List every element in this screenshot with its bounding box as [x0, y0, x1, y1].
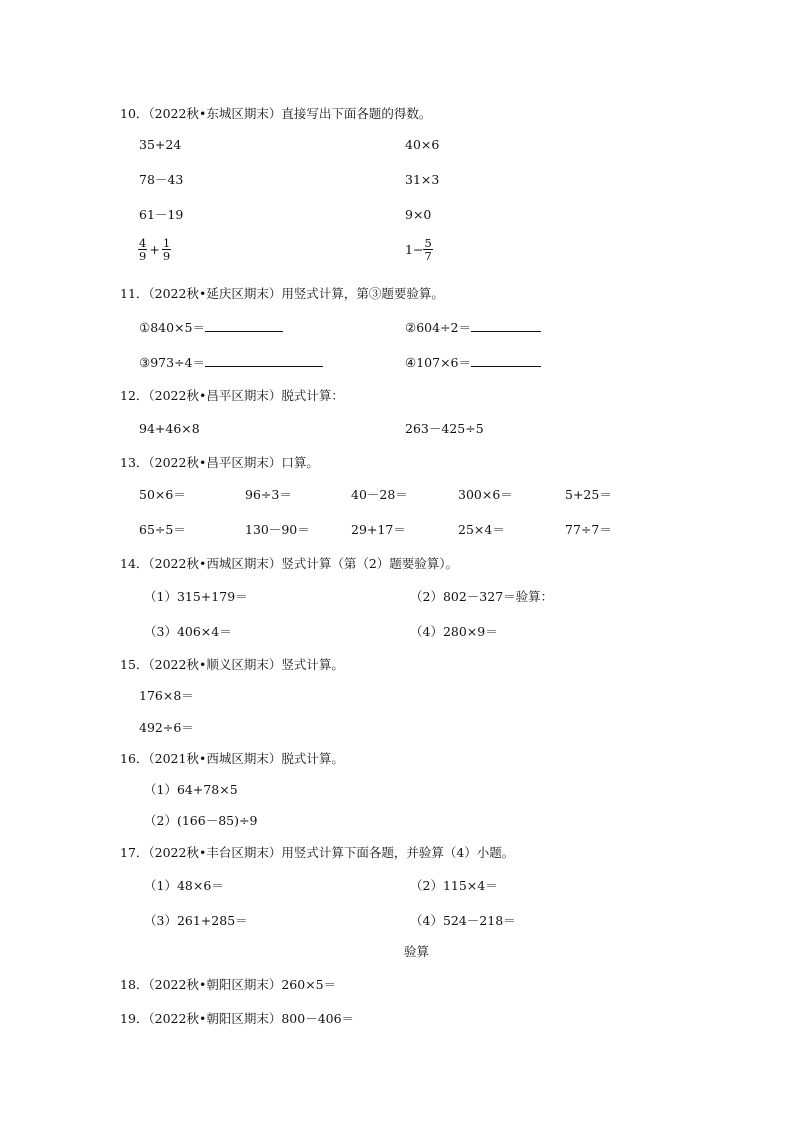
answer-blank[interactable] — [471, 319, 541, 332]
q13-item: 65÷5＝ — [139, 522, 186, 537]
q13-item: 29+17＝ — [351, 522, 406, 537]
q13-item: 77÷7＝ — [565, 522, 612, 537]
q11-item-1: ①840×5＝ — [139, 319, 283, 336]
fraction-4-9: $\frac{4}{9}$ — [139, 236, 147, 263]
q14-item-2: （2）802－327＝验算： — [410, 589, 554, 604]
q14-item-4: （4）280×9＝ — [410, 624, 498, 639]
q10-title: 10．（2022秋•东城区期末）直接写出下面各题的得数。 — [120, 106, 432, 121]
q17-item-3: （3）261+285＝ — [144, 913, 248, 928]
q10-item-5: 61－19 — [139, 207, 184, 222]
q10-item-4: 31×3 — [405, 172, 440, 187]
q14-item-3: （3）406×4＝ — [144, 624, 232, 639]
q13-item: 5+25＝ — [565, 487, 612, 502]
q17-title: 17．（2022秋•丰台区期末）用竖式计算下面各题，并验算（4）小题。 — [120, 845, 515, 860]
q10-fraction-sum: $\frac{4}{9}$ + $\frac{1}{9}$ — [139, 236, 171, 263]
q11-title: 11．（2022秋•延庆区期末）用竖式计算，第③题要验算。 — [120, 286, 444, 301]
q15-item-2: 492÷6＝ — [139, 720, 194, 735]
fraction-5-7: $\frac{5}{7}$ — [424, 236, 432, 263]
answer-blank[interactable] — [471, 354, 541, 367]
q17-check-label: 验算 — [404, 944, 430, 959]
answer-blank[interactable] — [205, 319, 283, 332]
q12-item-1: 94+46×8 — [139, 421, 200, 436]
q16-item-2: （2）(166－85)÷9 — [144, 813, 258, 828]
q16-item-1: （1）64+78×5 — [144, 782, 238, 797]
q15-title: 15．（2022秋•顺义区期末）竖式计算。 — [120, 657, 344, 672]
q18-title: 18．（2022秋•朝阳区期末）260×5＝ — [120, 977, 337, 992]
q12-item-2: 263－425÷5 — [405, 421, 484, 436]
q10-item-2: 40×6 — [405, 137, 440, 152]
q10-item-3: 78－43 — [139, 172, 184, 187]
q11-item-3: ③973÷4＝ — [139, 354, 323, 371]
q11-item-4: ④107×6＝ — [405, 354, 541, 371]
q14-item-1: （1）315+179＝ — [144, 589, 248, 604]
q19-title: 19．（2022秋•朝阳区期末）800－406＝ — [120, 1011, 355, 1026]
q17-item-1: （1）48×6＝ — [144, 878, 224, 893]
q13-item: 25×4＝ — [458, 522, 505, 537]
q13-item: 300×6＝ — [458, 487, 513, 502]
q16-title: 16．（2021秋•西城区期末）脱式计算。 — [120, 751, 344, 766]
q13-item: 50×6＝ — [139, 487, 186, 502]
q12-title: 12．（2022秋•昌平区期末）脱式计算： — [120, 388, 344, 403]
q10-item-6: 9×0 — [405, 207, 432, 222]
q15-item-1: 176×8＝ — [139, 688, 194, 703]
q17-item-2: （2）115×4＝ — [410, 878, 498, 893]
q13-item: 40－28＝ — [351, 487, 408, 502]
q13-item: 130－90＝ — [245, 522, 310, 537]
q17-item-4: （4）524－218＝ — [410, 913, 516, 928]
q14-title: 14．（2022秋•西城区期末）竖式计算（第（2）题要验算）。 — [120, 556, 459, 571]
q13-item: 96÷3＝ — [245, 487, 292, 502]
answer-blank[interactable] — [205, 354, 323, 367]
q13-title: 13．（2022秋•昌平区期末）口算。 — [120, 455, 319, 470]
q10-item-1: 35+24 — [139, 137, 182, 152]
q11-item-2: ②604÷2＝ — [405, 319, 541, 336]
fraction-1-9: $\frac{1}{9}$ — [162, 236, 171, 263]
q10-fraction-diff: 1− $\frac{5}{7}$ — [405, 236, 432, 263]
